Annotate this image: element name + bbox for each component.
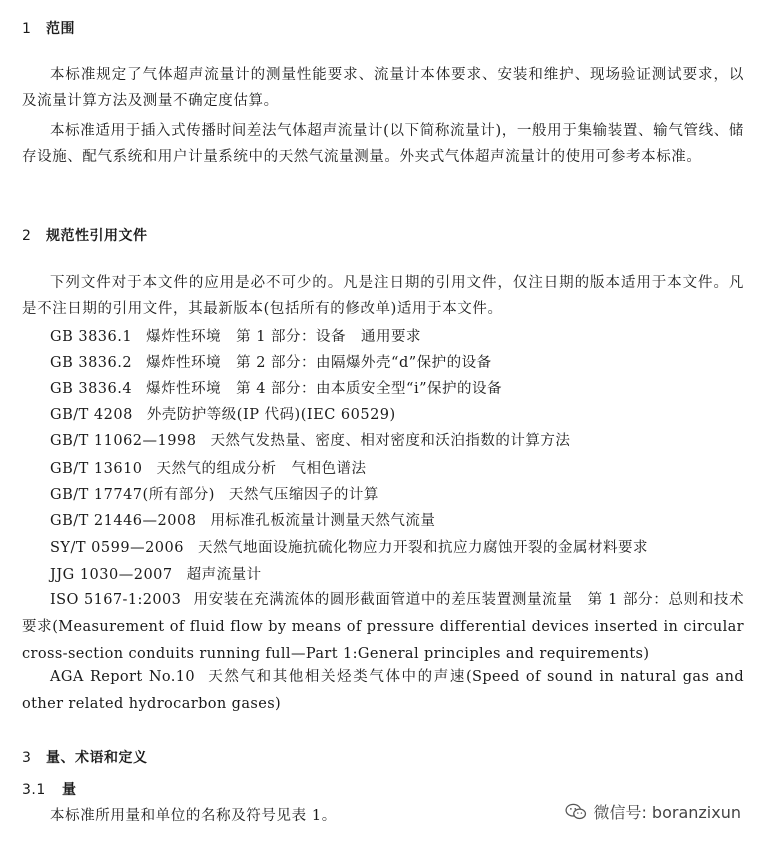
section-3-1-heading [22,781,77,799]
section-1-para-scope: 本标准规定了气体超声流量计的测量性能要求、流量计本体要求、安装和维护、现场验证测试要求，以及流量计算方法及测量不确定度估算。 [22,67,744,109]
ref-item [50,512,435,530]
ref-title: 天然气和其他相关烃类气体中的声速(Speed of sound in natural gas and other related hydrocarbon gases) [22,669,745,712]
section-3-number: 3 [22,750,32,766]
ref-title: 爆炸性环境 第 2 部分：由隔爆外壳“d”保护的设备 [146,355,492,371]
ref-code: JJG 1030—2007 [50,567,173,583]
ref-code: GB 3836.2 [50,355,133,371]
watermark [565,800,741,823]
ref-title: 超声流量计 [186,567,262,583]
ref-item [50,566,262,584]
wechat-icon [565,803,587,821]
ref-title: 天然气地面设施抗硫化物应力开裂和抗应力腐蚀开裂的金属材料要求 [197,540,648,556]
ref-item [50,328,421,346]
section-1-para-applicability: 本标准适用于插入式传播时间差法气体超声流量计(以下简称流量计)，一般用于集输装置、输气管线、储存设施、配气系统和用户计量系统中的天然气流量测量。外夹式气体超声流量计的使用可参考本标准。 [22,123,744,165]
section-3-1-title: 量 [62,782,77,798]
ref-item [50,380,502,398]
ref-code: GB/T 21446—2008 [50,513,197,529]
section-2-intro: 下列文件对于本文件的应用是必不可少的。凡是注日期的引用文件，仅注日期的版本适用于本文件。凡是不注日期的引用文件，其最新版本(包括所有的修改单)适用于本文件。 [22,275,744,317]
section-3-1-para: 本标准所用量和单位的名称及符号见表 1。 [50,808,337,824]
ref-code: GB/T 11062—1998 [50,433,197,449]
section-1-heading [22,20,75,38]
ref-item [50,354,492,372]
section-1-number: 1 [22,21,32,37]
ref-item [50,406,396,424]
ref-item [50,460,367,478]
ref-title: 天然气发热量、密度、相对密度和沃泊指数的计算方法 [210,433,571,449]
section-2-title: 规范性引用文件 [46,228,148,244]
ref-item-iso [22,587,744,668]
ref-title: 外壳防护等级(IP 代码)(IEC 60529) [146,407,396,423]
ref-title: 爆炸性环境 第 1 部分：设备 通用要求 [146,329,422,345]
ref-title: 用安装在充满流体的圆形截面管道中的差压装置测量流量 第 1 部分：总则和技术要求(Measurement of fluid flow by means of pressure differential devices inserted in circular cross-section conduits running full—Part 1:General principles and requirements) [22,592,744,662]
ref-code: GB 3836.1 [50,329,133,345]
ref-item [50,486,379,504]
section-3-heading [22,749,148,767]
section-3-1-number: 3.1 [22,782,46,798]
ref-title: 天然气的组成分析 气相色谱法 [156,461,367,477]
ref-code: GB/T 4208 [50,407,133,423]
ref-code: GB 3836.4 [50,381,133,397]
ref-code: SY/T 0599—2006 [50,540,184,556]
ref-item [50,432,570,450]
section-1-title: 范围 [46,21,75,37]
watermark-text: 微信号: boranzixun [593,803,741,822]
ref-title: 爆炸性环境 第 4 部分：由本质安全型“i”保护的设备 [146,381,502,397]
ref-code: GB/T 17747(所有部分) [50,487,215,503]
ref-code: GB/T 13610 [50,461,143,477]
ref-code: AGA Report No.10 [50,669,196,685]
ref-item [50,539,648,557]
section-3-title: 量、术语和定义 [46,750,148,766]
section-2-number: 2 [22,228,32,244]
section-2-heading [22,227,148,245]
ref-item-aga [22,664,744,718]
ref-title: 天然气压缩因子的计算 [228,487,379,503]
ref-title: 用标准孔板流量计测量天然气流量 [210,513,436,529]
ref-code: ISO 5167-1:2003 [50,592,182,608]
